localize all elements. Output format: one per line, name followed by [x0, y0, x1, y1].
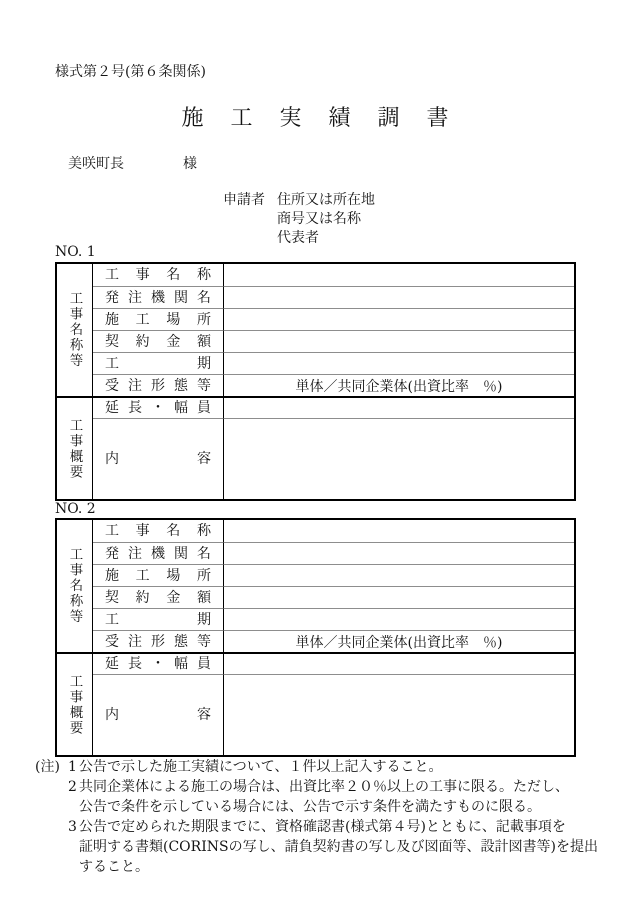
addressee: 美咲町長: [68, 156, 124, 172]
note-text: すること。: [79, 859, 149, 875]
field-construction-name[interactable]: [224, 264, 574, 286]
field-contract-amount[interactable]: [224, 586, 574, 608]
label-length-width: 延長・幅員: [93, 652, 224, 674]
applicant-name-label: 商号又は名称: [277, 211, 361, 227]
applicant-representative-label: 代表者: [277, 230, 319, 246]
form-number: 様式第２号(第６条関係): [55, 64, 206, 80]
field-contract-type[interactable]: 単体／共同企業体(出資比率 ％): [224, 374, 574, 396]
page-title: 施工実績調書: [181, 106, 476, 131]
label-ordering-agency: 発注機関名: [93, 286, 224, 308]
note-text: 公告で定められた期限までに、資格確認書(様式第４号)とともに、記載事項を: [79, 819, 566, 835]
group-header-overview: 工事概要: [57, 396, 93, 499]
note-text: 公告で示した施工実績について、１件以上記入すること。: [79, 759, 443, 775]
field-length-width[interactable]: [224, 652, 574, 674]
table2-number: NO. 2: [55, 501, 96, 517]
field-construction-period[interactable]: [224, 352, 574, 374]
field-construction-site[interactable]: [224, 564, 574, 586]
applicant-fields: [277, 191, 375, 248]
applicant-address-label: 住所又は所在地: [277, 192, 375, 208]
label-contract-type: 受注形態等: [93, 630, 224, 652]
field-content[interactable]: [224, 674, 574, 755]
label-ordering-agency: 発注機関名: [93, 542, 224, 564]
group-header-names: 工事名称等: [57, 520, 93, 652]
note-number: 1: [68, 759, 77, 775]
honorific: 様: [183, 156, 197, 172]
label-contract-amount: 契約金額: [93, 330, 224, 352]
construction-table-2: [55, 518, 576, 757]
group-header-names: 工事名称等: [57, 264, 93, 396]
applicant-block: [223, 191, 375, 248]
label-construction-period: 工期: [93, 352, 224, 374]
note-item-2: [35, 777, 610, 817]
label-contract-amount: 契約金額: [93, 586, 224, 608]
field-content[interactable]: [224, 418, 574, 499]
note-text: 共同企業体による施工の場合は、出資比率２０％以上の工事に限る。ただし、: [79, 779, 569, 795]
label-contract-type: 受注形態等: [93, 374, 224, 396]
addressee-row: [68, 153, 197, 173]
applicant-label: 申請者: [223, 192, 265, 208]
note-item-3: [35, 817, 610, 877]
note-item-1: [35, 757, 610, 777]
group-header-overview: 工事概要: [57, 652, 93, 755]
label-construction-period: 工期: [93, 608, 224, 630]
field-contract-amount[interactable]: [224, 330, 574, 352]
notes-section: [35, 757, 610, 877]
note-text: 公告で条件を示している場合には、公告で示す条件を満たすものに限る。: [79, 799, 541, 815]
field-ordering-agency[interactable]: [224, 286, 574, 308]
construction-table-1: [55, 262, 576, 501]
note-marker: (注): [35, 759, 60, 775]
label-content: 内容: [93, 674, 224, 755]
label-construction-name: 工事名称: [93, 264, 224, 286]
field-contract-type[interactable]: 単体／共同企業体(出資比率 ％): [224, 630, 574, 652]
label-construction-site: 施工場所: [93, 564, 224, 586]
page-title-row: [0, 101, 630, 132]
label-construction-site: 施工場所: [93, 308, 224, 330]
label-length-width: 延長・幅員: [93, 396, 224, 418]
note-text: 証明する書類(CORINSの写し、請負契約書の写し及び図面等、設計図書等)を提出: [79, 839, 599, 855]
field-construction-site[interactable]: [224, 308, 574, 330]
field-construction-name[interactable]: [224, 520, 574, 542]
note-number: 3: [68, 819, 77, 835]
field-length-width[interactable]: [224, 396, 574, 418]
label-content: 内容: [93, 418, 224, 499]
table1-number: NO. 1: [55, 244, 96, 260]
field-ordering-agency[interactable]: [224, 542, 574, 564]
label-construction-name: 工事名称: [93, 520, 224, 542]
note-number: 2: [68, 779, 77, 795]
field-construction-period[interactable]: [224, 608, 574, 630]
